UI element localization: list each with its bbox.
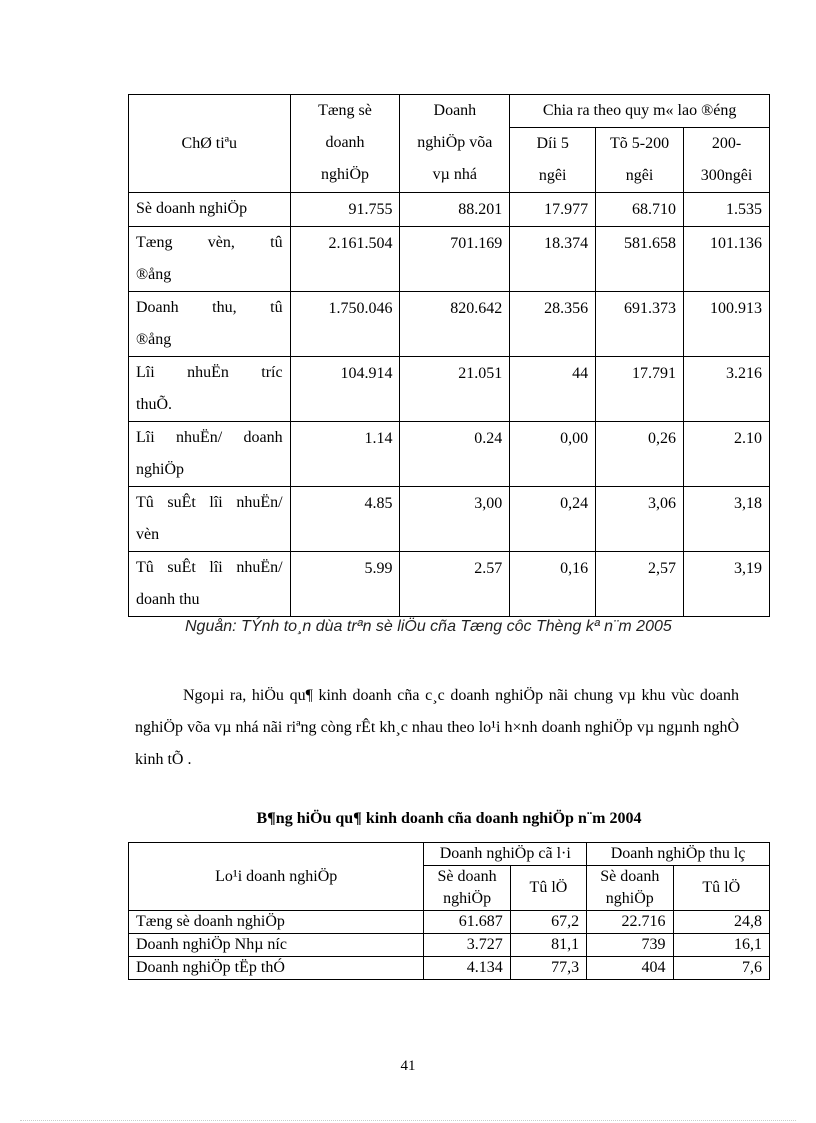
row-label: Doanh nghiÖp tËp thÓ bbox=[129, 957, 424, 980]
row-value: 21.051 bbox=[400, 357, 510, 422]
row-value: 61.687 bbox=[424, 911, 510, 934]
header-total-enterprises: Tæng sè doanh nghiÖp bbox=[290, 95, 400, 193]
row-label: Lîi nhuËn tríc thuÕ. bbox=[129, 357, 291, 422]
row-value: 404 bbox=[587, 957, 673, 980]
table-source-note: Nguån: TÝnh to¸n dùa trªn sè liÖu cña Tæng côc Thèng kª n¨m 2005 bbox=[185, 618, 672, 635]
row-value: 3.727 bbox=[424, 934, 510, 957]
body-paragraph: Ngoµi ra, hiÖu qu¶ kinh doanh cña c¸c doanh nghiÖp nãi chung vµ khu vùc doanh nghiÖp võa vµ nhá nãi riªng còng rÊt kh¸c nhau theo lo¹i h×nh doanh nghiÖp vµ ngµnh nghÒ kinh tÕ . bbox=[135, 687, 739, 768]
row-label: Tæng sè doanh nghiÖp bbox=[129, 911, 424, 934]
row-value: 0,24 bbox=[510, 487, 596, 552]
table2-row bbox=[129, 957, 770, 980]
row-value: 691.373 bbox=[596, 292, 684, 357]
page-number: 41 bbox=[400, 1058, 416, 1074]
row-label: Tû suÊt lîi nhuËn/ doanh thu bbox=[129, 552, 291, 617]
row-value: 17.791 bbox=[596, 357, 684, 422]
financial-indicators-table bbox=[128, 94, 770, 617]
row-value: 0,00 bbox=[510, 422, 596, 487]
row-value: 17.977 bbox=[510, 193, 596, 227]
header-200-300: 200- 300ngêi bbox=[684, 128, 770, 193]
header-loss-group: Doanh nghiÖp thu lç bbox=[587, 843, 770, 866]
header-profit-group: Doanh nghiÖp cã l·i bbox=[424, 843, 587, 866]
header-labor-scale-group: Chia ra theo quy m« lao ®éng bbox=[510, 95, 770, 128]
row-value: 100.913 bbox=[684, 292, 770, 357]
row-value: 701.169 bbox=[400, 227, 510, 292]
row-value: 1.535 bbox=[684, 193, 770, 227]
header-5-200: Tõ 5-200 ngêi bbox=[596, 128, 684, 193]
table2-row bbox=[129, 934, 770, 957]
row-value: 2.161.504 bbox=[290, 227, 400, 292]
row-label: Lîi nhuËn/ doanh nghiÖp bbox=[129, 422, 291, 487]
header-profit-ratio: Tû lÖ bbox=[510, 866, 586, 911]
table1-row bbox=[129, 193, 770, 227]
header-profit-count: Sè doanh nghiÖp bbox=[424, 866, 510, 911]
business-efficiency-table bbox=[128, 842, 770, 980]
table1-row bbox=[129, 552, 770, 617]
header-loss-ratio: Tû lÖ bbox=[673, 866, 770, 911]
table1-row bbox=[129, 292, 770, 357]
row-value: 16,1 bbox=[673, 934, 770, 957]
row-value: 0,16 bbox=[510, 552, 596, 617]
row-value: 2,57 bbox=[596, 552, 684, 617]
header-sme: Doanh nghiÖp võa vµ nhá bbox=[400, 95, 510, 193]
row-value: 81,1 bbox=[510, 934, 586, 957]
row-value: 0,26 bbox=[596, 422, 684, 487]
row-value: 18.374 bbox=[510, 227, 596, 292]
row-value: 2.57 bbox=[400, 552, 510, 617]
header-indicator: ChØ tiªu bbox=[129, 95, 291, 193]
row-value: 24,8 bbox=[673, 911, 770, 934]
table1-row bbox=[129, 227, 770, 292]
page-bottom-divider bbox=[20, 1120, 796, 1121]
row-value: 4.134 bbox=[424, 957, 510, 980]
row-value: 28.356 bbox=[510, 292, 596, 357]
row-label: Tû suÊt lîi nhuËn/ vèn bbox=[129, 487, 291, 552]
row-value: 5.99 bbox=[290, 552, 400, 617]
header-loss-count: Sè doanh nghiÖp bbox=[587, 866, 673, 911]
table1-row bbox=[129, 357, 770, 422]
row-value: 44 bbox=[510, 357, 596, 422]
row-value: 3,00 bbox=[400, 487, 510, 552]
row-value: 68.710 bbox=[596, 193, 684, 227]
row-value: 3,18 bbox=[684, 487, 770, 552]
row-value: 77,3 bbox=[510, 957, 586, 980]
row-value: 91.755 bbox=[290, 193, 400, 227]
table1-row bbox=[129, 422, 770, 487]
row-label: Doanh thu, tû ®ång bbox=[129, 292, 291, 357]
row-value: 0.24 bbox=[400, 422, 510, 487]
row-label: Tæng vèn, tû ®ång bbox=[129, 227, 291, 292]
row-value: 1.750.046 bbox=[290, 292, 400, 357]
row-value: 3,06 bbox=[596, 487, 684, 552]
row-value: 739 bbox=[587, 934, 673, 957]
row-value: 67,2 bbox=[510, 911, 586, 934]
table2-title: B¶ng hiÖu qu¶ kinh doanh cña doanh nghiÖp n¨m 2004 bbox=[256, 810, 642, 827]
row-value: 101.136 bbox=[684, 227, 770, 292]
table2-row bbox=[129, 911, 770, 934]
row-value: 2.10 bbox=[684, 422, 770, 487]
row-value: 3.216 bbox=[684, 357, 770, 422]
row-value: 22.716 bbox=[587, 911, 673, 934]
row-value: 3,19 bbox=[684, 552, 770, 617]
row-value: 104.914 bbox=[290, 357, 400, 422]
row-value: 820.642 bbox=[400, 292, 510, 357]
row-value: 88.201 bbox=[400, 193, 510, 227]
row-value: 4.85 bbox=[290, 487, 400, 552]
header-enterprise-type: Lo¹i doanh nghiÖp bbox=[129, 843, 424, 911]
row-value: 581.658 bbox=[596, 227, 684, 292]
row-value: 7,6 bbox=[673, 957, 770, 980]
row-label: Sè doanh nghiÖp bbox=[129, 193, 291, 227]
header-under-5: Díi 5 ngêi bbox=[510, 128, 596, 193]
table1-row bbox=[129, 487, 770, 552]
row-label: Doanh nghiÖp Nhµ níc bbox=[129, 934, 424, 957]
row-value: 1.14 bbox=[290, 422, 400, 487]
